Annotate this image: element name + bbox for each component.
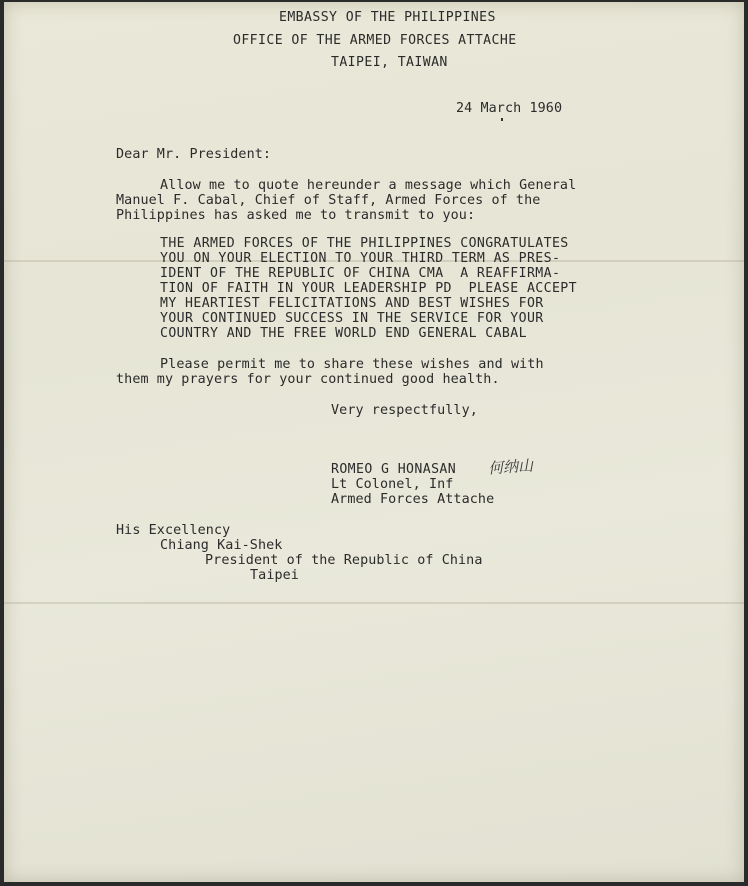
signer-name: ROMEO G HONASAN [331,462,457,477]
message-line: MY HEARTIEST FELICITATIONS AND BEST WISHES FOR [160,296,544,311]
message-line: THE ARMED FORCES OF THE PHILIPPINES CONGRATULATES [160,236,569,251]
handwritten-signature: 何纳山 [487,456,534,478]
valediction: Very respectfully, [331,403,478,418]
letterhead-line-3: TAIPEI, TAIWAN [331,55,448,70]
closing-line: them my prayers for your continued good health. [116,372,500,387]
message-line: IDENT OF THE REPUBLIC OF CHINA CMA A REAFFIRMA- [160,266,561,281]
signer-rank: Lt Colonel, Inf [331,477,454,492]
message-line: TION OF FAITH IN YOUR LEADERSHIP PD PLEASE ACCEPT [160,281,577,296]
letterhead-line-1: EMBASSY OF THE PHILIPPINES [279,10,496,25]
intro-line: Manuel F. Cabal, Chief of Staff, Armed Forces of the [116,193,541,208]
message-line: YOU ON YOUR ELECTION TO YOUR THIRD TERM AS PRES- [160,251,561,266]
message-line: COUNTRY AND THE FREE WORLD END GENERAL CABAL [160,326,527,341]
letterhead-line-2: OFFICE OF THE ARMED FORCES ATTACHE [233,33,517,48]
closing-line: Please permit me to share these wishes and with [160,357,544,372]
message-line: YOUR CONTINUED SUCCESS IN THE SERVICE FOR YOUR [160,311,544,326]
letter-page [4,2,744,882]
paper-fold [4,602,744,604]
ink-mark [501,118,503,121]
signer-title: Armed Forces Attache [331,492,495,507]
intro-line: Philippines has asked me to transmit to you: [116,208,476,223]
intro-line: Allow me to quote hereunder a message which General [160,178,577,193]
addressee-line-3: President of the Republic of China [205,553,483,568]
addressee-line-4: Taipei [250,568,299,583]
addressee-line-1: His Excellency [116,523,231,538]
salutation: Dear Mr. President: [116,147,272,162]
addressee-line-2: Chiang Kai-Shek [160,538,283,553]
letter-date: 24 March 1960 [456,101,563,116]
